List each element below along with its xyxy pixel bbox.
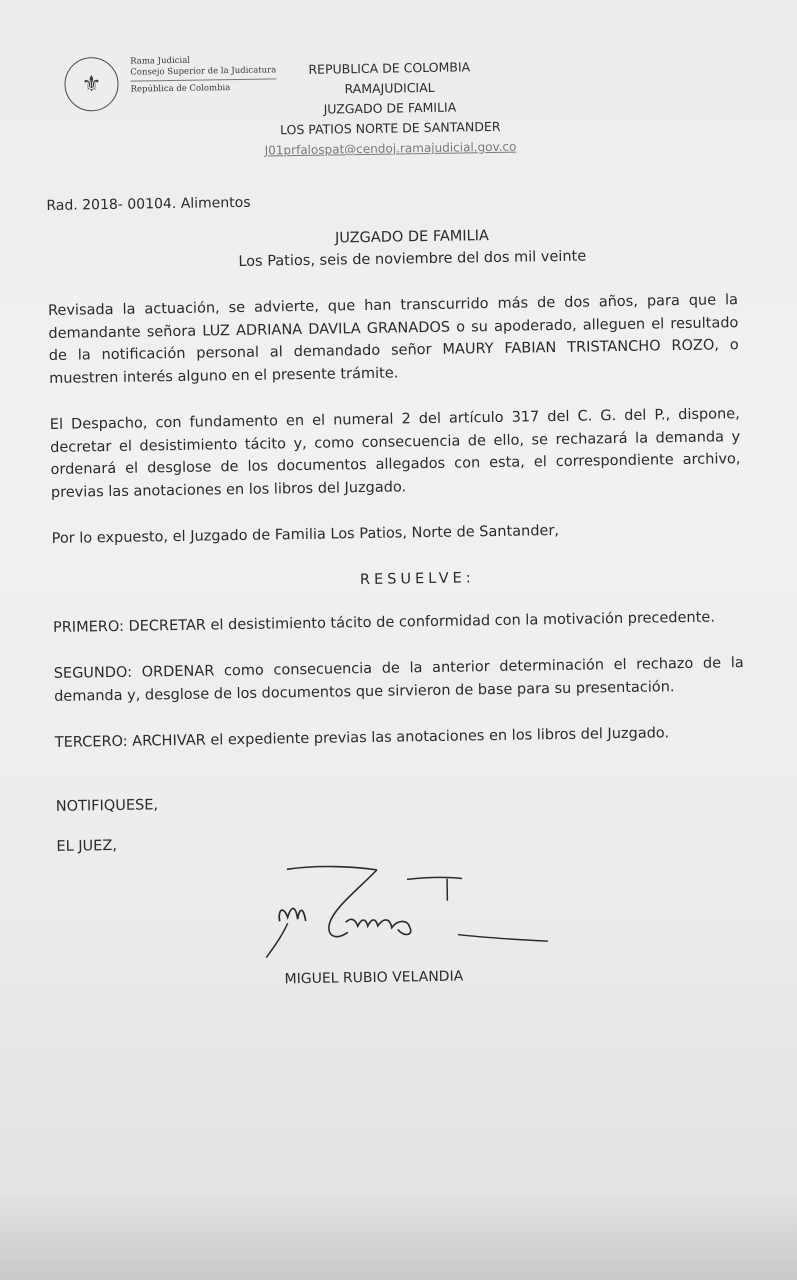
resolution-tercero: TERCERO: ARCHIVAR el expediente previas las anotaciones en los libros del Juzgado. <box>54 725 670 751</box>
notifiquese: NOTIFIQUESE, <box>55 796 159 815</box>
resolution-primero: PRIMERO: DECRETAR el desistimiento tácito de conformidad con la motivación precedente. <box>52 609 716 636</box>
court-line-3: JUZGADO DE FAMILIA <box>323 99 457 117</box>
court-email: J01prfalospat@cendoj.ramajudicial.gov.co <box>264 139 517 158</box>
resuelve-heading: RESUELVE: <box>359 569 475 588</box>
el-juez-label: EL JUEZ, <box>56 837 118 855</box>
paragraph-1: Revisada la actuación, se advierte, que han transcurrido más de dos años, para que la demandante señora LUZ ADRIANA DAVILA GRANADOS o su apoderado, alleguen el resultado de la notificación personal al demandado señor MAURY FABIAN TRISTANCHO ROZO, o muestren interés alguno en el presente trámite. <box>47 292 739 387</box>
date-line: Los Patios, seis de noviembre del dos mil veinte <box>238 248 587 270</box>
paragraph-2: El Despacho, con fundamento en el numeral 2 del artículo 317 del C. G. del P., dispone, decretar el desistimiento tácito y, como consecuencia de ello, se rechazará la demanda y ordenará el desglose de los documentos allegados con esta, el correspondiente archivo, previas las anotaciones en los libros del Juzgado. <box>49 406 741 501</box>
coat-of-arms-icon: ⚜ <box>64 57 119 112</box>
letterhead <box>44 41 736 172</box>
court-line-1: REPUBLICA DE COLOMBIA <box>308 59 471 77</box>
signer-name: MIGUEL RUBIO VELANDIA <box>284 968 464 987</box>
court-line-4: LOS PATIOS NORTE DE SANTANDER <box>279 118 501 138</box>
court-line-2: RAMAJUDICIAL <box>344 79 435 97</box>
paragraph-3: Por lo expuesto, el Juzgado de Familia Los Patios, Norte de Santander, <box>51 522 560 547</box>
case-reference: Rad. 2018- 00104. Alimentos <box>46 194 251 214</box>
resolution-segundo: SEGUNDO: ORDENAR como consecuencia de la anterior determinación el rechazo de la demanda y, desglose de los documentos que sirvieron de base para su presentación. <box>53 655 744 705</box>
entity-line-1: Rama Judicial <box>130 55 191 67</box>
document-content <box>44 41 749 1004</box>
entity-line-2: Consejo Superior de la Judicatura <box>130 65 277 78</box>
page-shadow <box>0 1190 797 1280</box>
court-block <box>244 56 536 161</box>
court-title: JUZGADO DE FAMILIA <box>334 228 489 247</box>
entity-line-3: República de Colombia <box>130 83 231 95</box>
handwritten-signature <box>257 857 559 972</box>
signature-block <box>57 854 749 1005</box>
